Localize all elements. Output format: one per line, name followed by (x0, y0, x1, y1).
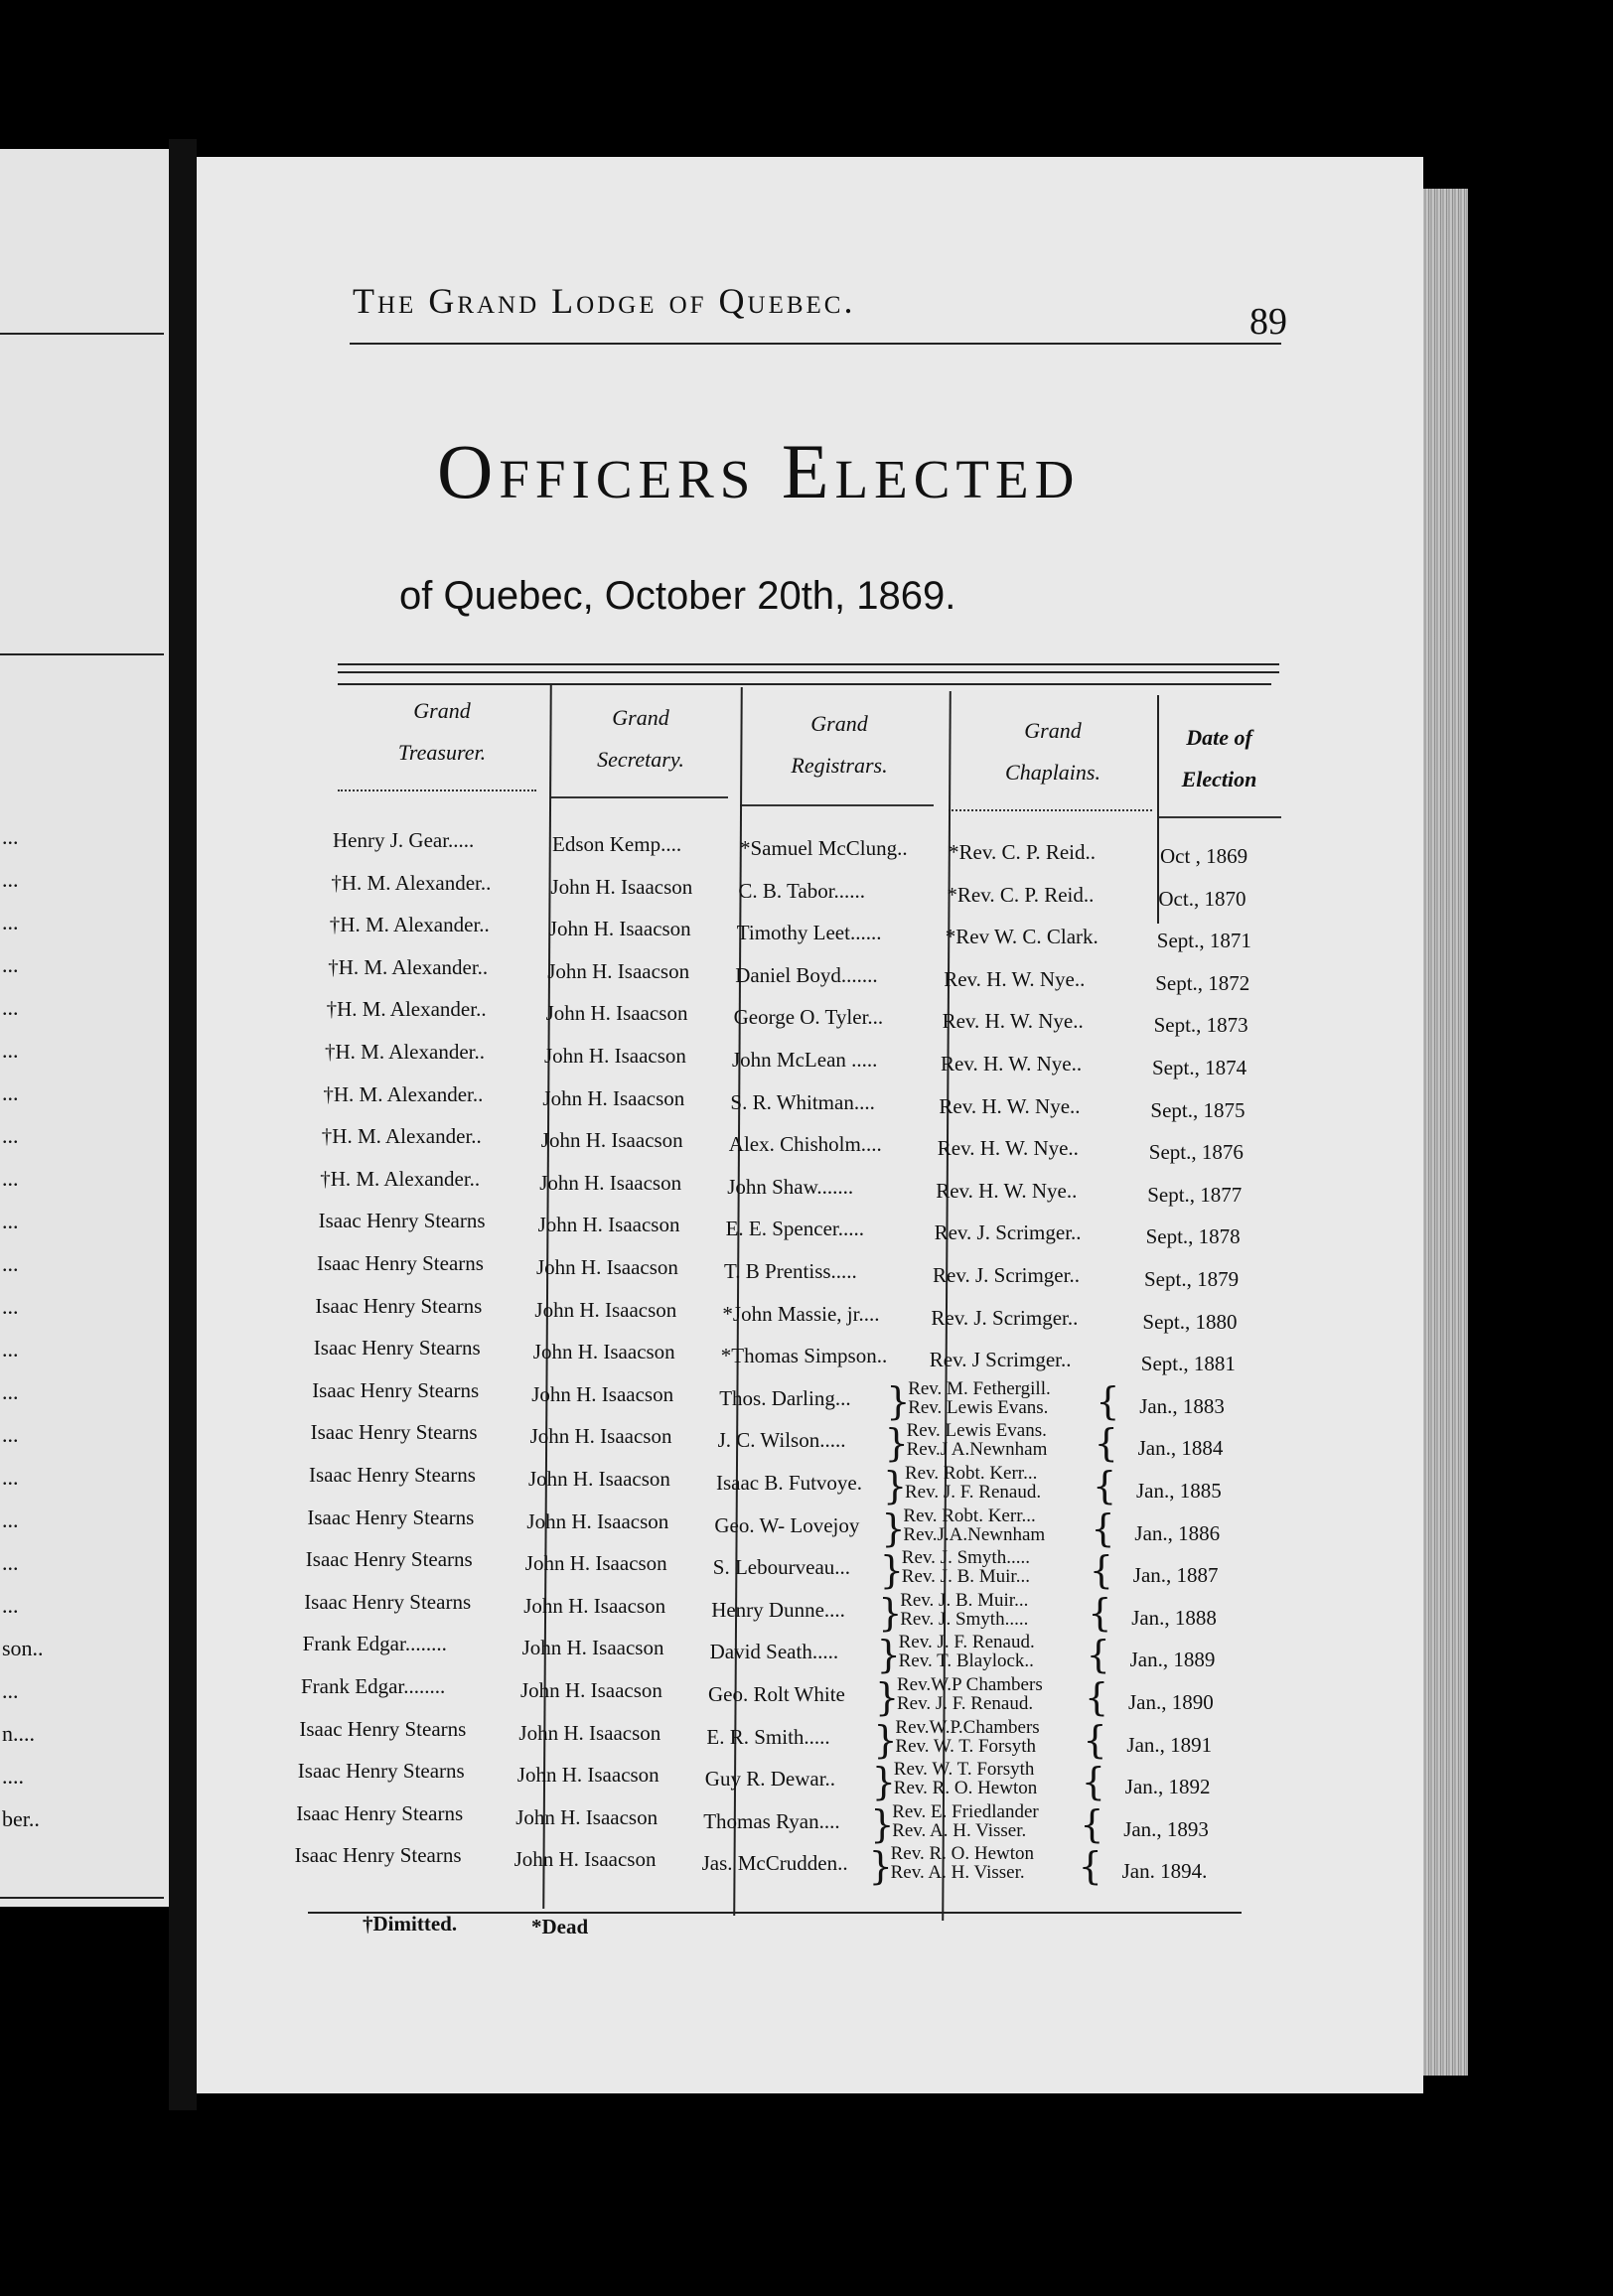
cell-secretary: John H. Isaacson (515, 1804, 659, 1829)
left-page-text: ber.. (2, 1806, 40, 1831)
left-page-text: ... (2, 1550, 19, 1575)
cell-registrar: Daniel Boyd....... (735, 962, 878, 987)
cell-treasurer: Isaac Henry Stearns (313, 1336, 481, 1361)
cell-registrar: Geo. W- Lovejoy (714, 1512, 860, 1537)
header-rule-registrars (740, 804, 934, 806)
brace-mark: { (1089, 1548, 1113, 1593)
cell-registrar: John McLean ..... (732, 1048, 878, 1072)
page-number: 89 (1249, 301, 1287, 343)
cell-treasurer: Isaac Henry Stearns (307, 1505, 475, 1529)
cell-chaplain-1: Rev. Robt. Kerr... (903, 1505, 1036, 1526)
cell-secretary: John H. Isaacson (550, 874, 693, 899)
brace-mark: { (1080, 1801, 1104, 1846)
brace-mark: } (870, 1801, 895, 1846)
left-page-text: ... (2, 1507, 19, 1532)
page-subtitle: of Quebec, October 20th, 1869. (399, 574, 956, 618)
cell-secretary: John H. Isaacson (547, 958, 690, 983)
table-top-rule-2 (338, 671, 1279, 673)
brace-mark: } (883, 1464, 908, 1507)
cell-secretary: John H. Isaacson (536, 1255, 678, 1279)
cell-chaplain: Rev. H. W. Nye.. (936, 1178, 1078, 1203)
cell-treasurer: Isaac Henry Stearns (315, 1293, 483, 1318)
cell-registrar: C. B. Tabor...... (738, 878, 866, 903)
cell-date: Sept., 1879 (1144, 1267, 1240, 1291)
header-rule-date (1157, 816, 1281, 818)
cell-chaplain-1: Rev. J. Smyth..... (901, 1547, 1030, 1569)
header-treasurer (343, 690, 541, 774)
cell-secretary: John H. Isaacson (539, 1170, 682, 1195)
left-page-rule (0, 653, 164, 655)
left-page-text: ... (2, 1379, 19, 1404)
cell-chaplain-1: Rev. J. B. Muir... (900, 1589, 1029, 1611)
cell-chaplain-2: Rev.J.A.Newnham (903, 1523, 1046, 1545)
cell-registrar: Guy R. Dewar.. (704, 1767, 836, 1792)
header-registrars-line2: Registrars. (791, 753, 888, 778)
cell-chaplain-2: Rev. A. H. Visser. (890, 1862, 1025, 1884)
cell-secretary: John H. Isaacson (528, 1467, 670, 1491)
left-page-text: ... (2, 1209, 19, 1233)
cell-secretary: John H. Isaacson (513, 1847, 657, 1872)
cell-registrar: E. E. Spencer..... (725, 1217, 864, 1241)
cell-date: Jan., 1886 (1134, 1520, 1221, 1545)
cell-treasurer: Isaac Henry Stearns (317, 1251, 484, 1275)
cell-secretary: John H. Isaacson (540, 1128, 683, 1153)
cell-chaplain: Rev. H. W. Nye.. (939, 1093, 1081, 1118)
cell-treasurer: Isaac Henry Stearns (294, 1843, 462, 1868)
cell-chaplain-1: Rev.W.P Chambers (897, 1674, 1043, 1695)
cell-date: Jan., 1893 (1123, 1816, 1209, 1841)
brace-mark: { (1091, 1506, 1115, 1550)
cell-date: Jan., 1884 (1137, 1436, 1224, 1461)
cell-chaplain: *Rev W. C. Clark. (945, 925, 1099, 949)
cell-registrar: Jas. McCrudden.. (701, 1851, 848, 1876)
brace-mark: } (871, 1760, 896, 1804)
cell-registrar: Henry Dunne.... (711, 1597, 845, 1622)
cell-date: Sept., 1881 (1140, 1352, 1236, 1376)
brace-mark: { (1086, 1633, 1110, 1677)
header-date (1157, 717, 1281, 800)
brace-mark: } (876, 1633, 901, 1677)
cell-date: Jan., 1890 (1128, 1690, 1214, 1714)
cell-treasurer: †H. M. Alexander.. (323, 1081, 484, 1106)
left-page-text: ... (2, 1337, 19, 1362)
cell-chaplain: Rev. J. Scrimger.. (933, 1263, 1080, 1287)
cell-chaplain: Rev. H. W. Nye.. (941, 1052, 1083, 1076)
cell-registrar: Thos. Darling... (719, 1385, 851, 1410)
page-edges (1423, 189, 1468, 2076)
left-page-fragment (0, 149, 169, 1907)
cell-chaplain-1: Rev. M. Fethergill. (908, 1377, 1051, 1399)
cell-secretary: John H. Isaacson (548, 917, 691, 941)
cell-treasurer: Isaac Henry Stearns (309, 1463, 476, 1487)
header-chaplains-line1: Grand (1024, 718, 1082, 743)
cell-date: Sept., 1875 (1150, 1097, 1246, 1122)
header-secretary-line1: Grand (612, 705, 669, 730)
cell-date: Sept., 1880 (1142, 1309, 1238, 1334)
cell-secretary: John H. Isaacson (526, 1508, 669, 1533)
cell-secretary: John H. Isaacson (542, 1085, 685, 1110)
cell-treasurer: Isaac Henry Stearns (296, 1800, 464, 1825)
cell-treasurer: Isaac Henry Stearns (299, 1716, 467, 1741)
cell-chaplain: Rev. H. W. Nye.. (944, 966, 1086, 991)
header-rule (350, 343, 1281, 345)
brace-mark: } (886, 1378, 911, 1423)
cell-date: Jan., 1883 (1139, 1393, 1225, 1418)
left-page-text: n.... (2, 1721, 35, 1746)
cell-treasurer: †H. M. Alexander.. (328, 954, 489, 979)
cell-registrar: John Shaw....... (727, 1174, 854, 1199)
cell-secretary: John H. Isaacson (545, 1001, 688, 1026)
running-head: The Grand Lodge of Quebec. (353, 281, 856, 321)
cell-treasurer: †H. M. Alexander.. (320, 1166, 481, 1191)
cell-registrar: T. B Prentiss..... (724, 1259, 857, 1283)
brace-mark: } (873, 1717, 898, 1762)
brace-mark: { (1083, 1717, 1107, 1762)
cell-date: Sept., 1874 (1152, 1056, 1247, 1079)
brace-mark: { (1081, 1760, 1105, 1804)
left-page-text: ... (2, 910, 19, 934)
cell-chaplain-2: Rev. T. Blaylock.. (898, 1650, 1034, 1672)
cell-chaplain-2: Rev. J. F. Renaud. (897, 1693, 1034, 1714)
brace-mark: { (1078, 1844, 1102, 1889)
left-page-text: ... (2, 1251, 19, 1276)
brace-mark: } (868, 1844, 893, 1889)
cell-registrar: Geo. Rolt White (708, 1682, 845, 1706)
cell-chaplain: Rev. J Scrimger.. (929, 1348, 1072, 1372)
page-title: Officers Elected (437, 428, 1081, 514)
cell-registrar: *Thomas Simpson.. (720, 1344, 888, 1368)
cell-chaplain: Rev. J. Scrimger.. (931, 1305, 1079, 1330)
cell-treasurer: Isaac Henry Stearns (310, 1420, 478, 1445)
left-page-rule (0, 333, 164, 335)
header-date-line1: Date of (1186, 725, 1252, 750)
cell-chaplain-2: Rev.J A.Newnham (906, 1439, 1048, 1461)
footnote-dimitted: †Dimitted. (363, 1912, 458, 1936)
cell-date: Oct , 1869 (1160, 844, 1248, 868)
cell-chaplain-1: Rev. W. T. Forsyth (893, 1759, 1035, 1781)
left-page-text: ... (2, 824, 19, 849)
cell-registrar: Isaac B. Futvoye. (716, 1471, 862, 1495)
cell-date: Jan., 1892 (1124, 1775, 1211, 1799)
cell-secretary: John H. Isaacson (523, 1593, 666, 1618)
cell-date: Jan. 1894. (1121, 1859, 1208, 1884)
cell-date: Sept., 1877 (1147, 1182, 1243, 1207)
cell-secretary: John H. Isaacson (544, 1044, 686, 1068)
cell-treasurer: Isaac Henry Stearns (312, 1377, 480, 1402)
cell-chaplain-1: Rev. Robt. Kerr... (905, 1463, 1038, 1484)
brace-mark: { (1094, 1421, 1118, 1466)
left-page-text: ... (2, 952, 19, 977)
header-registrars (735, 703, 944, 787)
cell-chaplain-2: Rev. R. O. Hewton (893, 1778, 1038, 1799)
cell-date: Sept., 1873 (1153, 1013, 1248, 1038)
header-treasurer-line1: Grand (413, 698, 471, 723)
left-page-rule (0, 1897, 164, 1899)
cell-chaplain-2: Rev. W. T. Forsyth (895, 1735, 1037, 1757)
cell-chaplain: Rev. H. W. Nye.. (937, 1136, 1079, 1161)
cell-chaplain-1: Rev. J. F. Renaud. (898, 1632, 1035, 1653)
cell-date: Jan., 1889 (1129, 1648, 1216, 1672)
brace-mark: } (881, 1506, 906, 1550)
cell-date: Sept., 1872 (1155, 970, 1250, 995)
cell-treasurer: Isaac Henry Stearns (305, 1547, 473, 1572)
cell-treasurer: †H. M. Alexander.. (331, 870, 492, 895)
cell-registrar: Alex. Chisholm.... (728, 1132, 882, 1157)
left-page-text: ... (2, 1465, 19, 1490)
cell-date: Oct., 1870 (1158, 886, 1246, 911)
cell-treasurer: Henry J. Gear..... (333, 828, 475, 852)
cell-registrar: George O. Tyler... (733, 1005, 884, 1030)
left-page-text: ... (2, 1080, 19, 1105)
cell-treasurer: †H. M. Alexander.. (325, 1040, 485, 1064)
header-treasurer-line2: Treasurer. (397, 740, 487, 765)
left-page-text: ... (2, 867, 19, 892)
cell-treasurer: †H. M. Alexander.. (321, 1124, 482, 1149)
cell-date: Sept., 1878 (1145, 1224, 1241, 1249)
left-page-text: ... (2, 1678, 19, 1703)
cell-treasurer: Isaac Henry Stearns (304, 1589, 472, 1614)
book-gutter (169, 139, 197, 2110)
cell-registrar: *John Massie, jr.... (722, 1301, 880, 1326)
cell-registrar: David Seath..... (709, 1640, 839, 1664)
cell-chaplain: Rev. H. W. Nye.. (942, 1009, 1084, 1034)
cell-secretary: Edson Kemp.... (552, 832, 682, 856)
cell-registrar: Thomas Ryan.... (703, 1808, 840, 1833)
cell-chaplain-1: Rev. Lewis Evans. (906, 1420, 1047, 1442)
cell-treasurer: †H. M. Alexander.. (326, 997, 487, 1022)
brace-mark: } (879, 1548, 904, 1593)
brace-mark: } (875, 1675, 900, 1719)
cell-treasurer: †H. M. Alexander.. (329, 913, 490, 937)
cell-registrar: S. R. Whitman.... (730, 1089, 875, 1114)
left-page-text: ... (2, 1038, 19, 1063)
cell-chaplain-1: Rev.W.P.Chambers (895, 1716, 1040, 1738)
header-rule-secretary (551, 796, 728, 798)
cell-registrar: S. Lebourveau... (712, 1555, 851, 1580)
cell-chaplain: Rev. J. Scrimger.. (934, 1220, 1082, 1245)
brace-mark: { (1093, 1464, 1117, 1507)
cell-treasurer: Isaac Henry Stearns (297, 1759, 465, 1784)
cell-registrar: Timothy Leet...... (736, 921, 882, 945)
header-chaplains (949, 710, 1157, 793)
cell-date: Jan., 1891 (1126, 1732, 1213, 1757)
cell-secretary: John H. Isaacson (520, 1678, 662, 1702)
header-dots-treasurer (338, 789, 536, 791)
cell-secretary: John H. Isaacson (534, 1297, 677, 1322)
cell-date: Jan., 1888 (1131, 1605, 1217, 1630)
cell-secretary: John H. Isaacson (531, 1381, 674, 1406)
cell-date: Jan., 1887 (1132, 1563, 1219, 1588)
cell-chaplain-2: Rev. A. H. Visser. (892, 1819, 1027, 1841)
cell-chaplain-2: Rev. J. F. Renaud. (905, 1482, 1042, 1503)
cell-registrar: E. R. Smith..... (706, 1724, 830, 1749)
left-page-text: ... (2, 1422, 19, 1447)
table-top-rule-3 (338, 683, 1271, 685)
left-page-text: ... (2, 995, 19, 1020)
cell-treasurer: Frank Edgar........ (302, 1632, 447, 1656)
cell-registrar: J. C. Wilson..... (717, 1428, 846, 1453)
cell-date: Sept., 1871 (1156, 929, 1251, 953)
cell-chaplain-2: Rev. J. Smyth..... (900, 1608, 1029, 1630)
cell-secretary: John H. Isaacson (524, 1551, 667, 1576)
left-page-text: ... (2, 1123, 19, 1148)
cell-chaplain-2: Rev. J. B. Muir... (901, 1566, 1030, 1588)
table-top-rule (338, 663, 1279, 665)
header-secretary (546, 697, 735, 781)
cell-treasurer: Isaac Henry Stearns (318, 1209, 486, 1233)
cell-chaplain: *Rev. C. P. Reid.. (949, 840, 1096, 864)
cell-chaplain-1: Rev. E. Friedlander (892, 1800, 1039, 1822)
cell-date: Sept., 1876 (1148, 1140, 1244, 1165)
header-dots-chaplains (949, 809, 1152, 811)
cell-secretary: John H. Isaacson (518, 1720, 661, 1745)
cell-secretary: John H. Isaacson (516, 1763, 660, 1788)
cell-secretary: John H. Isaacson (532, 1340, 675, 1364)
cell-registrar: *Samuel McClung.. (740, 836, 908, 860)
cell-secretary: John H. Isaacson (521, 1636, 664, 1660)
brace-mark: { (1088, 1590, 1112, 1635)
cell-treasurer: Frank Edgar........ (301, 1674, 446, 1698)
brace-mark: { (1096, 1378, 1120, 1423)
cell-secretary: John H. Isaacson (537, 1213, 680, 1237)
cell-chaplain-2: Rev. Lewis Evans. (908, 1396, 1049, 1418)
left-page-text: .... (2, 1764, 24, 1789)
cell-chaplain-1: Rev. R. O. Hewton (890, 1843, 1035, 1865)
left-page-text: ... (2, 1166, 19, 1191)
header-chaplains-line2: Chaplains. (1005, 760, 1100, 785)
brace-mark: } (884, 1421, 909, 1466)
left-page-text: son.. (2, 1636, 44, 1660)
cell-chaplain: *Rev. C. P. Reid.. (947, 882, 1095, 907)
left-page-text: ... (2, 1294, 19, 1319)
header-secretary-line2: Secretary. (597, 747, 684, 772)
header-date-line2: Election (1181, 767, 1257, 791)
left-page-text: ... (2, 1593, 19, 1618)
brace-mark: } (878, 1590, 903, 1635)
cell-date: Jan., 1885 (1136, 1479, 1222, 1503)
cell-secretary: John H. Isaacson (529, 1424, 672, 1449)
footnote-dead: *Dead (531, 1915, 589, 1938)
header-registrars-line1: Grand (810, 711, 868, 736)
brace-mark: { (1085, 1675, 1109, 1719)
